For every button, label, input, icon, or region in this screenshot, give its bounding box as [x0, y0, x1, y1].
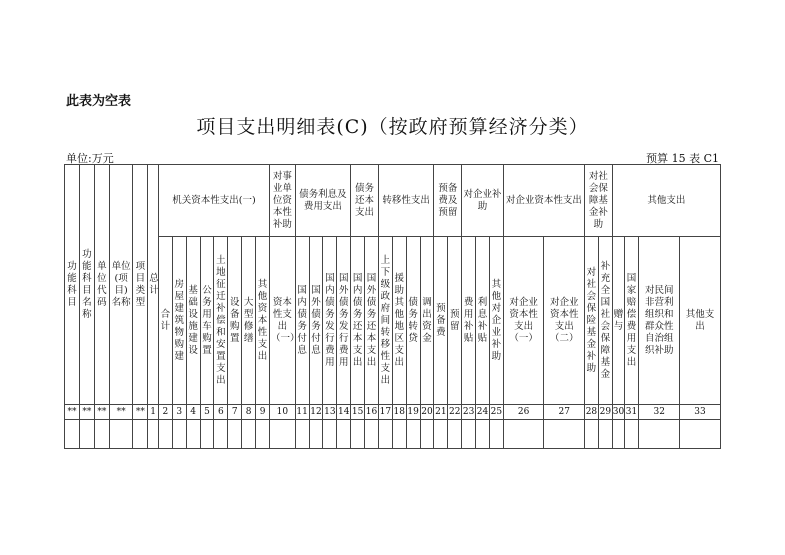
col-daxing: 大型修缮: [242, 237, 256, 405]
col-feiyong-butie: 费用补贴: [462, 237, 476, 405]
index-cell: 26: [503, 405, 544, 420]
empty-cell: [256, 420, 270, 449]
col-qita-ziben: 其他资本性支出: [256, 237, 270, 405]
index-cell: 14: [337, 405, 351, 420]
col-fangwu: 房屋建筑物购建: [172, 237, 186, 405]
empty-cell: [598, 420, 612, 449]
empty-cell: [79, 420, 94, 449]
empty-cell: [434, 420, 448, 449]
empty-cell: [323, 420, 337, 449]
col-shebei: 设备购置: [228, 237, 242, 405]
col-guowai-faxing: 国外债务发行费用: [337, 237, 351, 405]
col-heji: 合计: [158, 237, 172, 405]
empty-cell: [94, 420, 109, 449]
col-jichu: 基础设施建设: [186, 237, 200, 405]
empty-cell: [406, 420, 420, 449]
unit-label: 单位:万元: [66, 152, 114, 165]
index-cell: 29: [598, 405, 612, 420]
index-cell: **: [94, 405, 109, 420]
empty-cell: [585, 420, 599, 449]
header-func-name: 功能科目名称: [79, 165, 94, 405]
col-qita-qiye: 其他对企业补助: [489, 237, 503, 405]
header-unit-name: 单位(项目)名称: [109, 165, 132, 405]
empty-cell: [172, 420, 186, 449]
col-ziben-zhichu: 资本性支出（一）: [270, 237, 296, 405]
empty-cell: [148, 420, 159, 449]
index-cell: **: [133, 405, 148, 420]
index-cell: **: [79, 405, 94, 420]
empty-cell: [270, 420, 296, 449]
index-cell: 20: [420, 405, 434, 420]
empty-cell: [228, 420, 242, 449]
col-zengyu: 赠与: [612, 237, 624, 405]
empty-cell: [133, 420, 148, 449]
col-guonei-faxing: 国内债务发行费用: [323, 237, 337, 405]
col-zhaiwu-zhuandai: 债务转贷: [406, 237, 420, 405]
col-yubeifei: 预备费: [434, 237, 448, 405]
header-group-enterprise-capital: 对企业资本性支出: [503, 165, 584, 237]
index-cell: 3: [172, 405, 186, 420]
col-gongwu: 公务用车购置: [200, 237, 214, 405]
col-tudi: 土地征迁补偿和安置支出: [214, 237, 228, 405]
budget-table: [64, 164, 721, 449]
page-title: 项目支出明细表(C)（按政府预算经济分类）: [196, 116, 589, 138]
header-project-type: 项目类型: [133, 165, 148, 405]
col-guowai-huanben: 国外债务还本支出: [365, 237, 379, 405]
index-cell: 21: [434, 405, 448, 420]
empty-cell: [392, 420, 406, 449]
empty-cell: [242, 420, 256, 449]
empty-cell: [200, 420, 214, 449]
header-group-debt-repay: 债务还本支出: [351, 165, 379, 237]
empty-data-row: [65, 420, 721, 449]
empty-cell: [503, 420, 544, 449]
header-group-other: 其他支出: [612, 165, 720, 237]
index-cell: 1: [148, 405, 159, 420]
index-cell: 8: [242, 405, 256, 420]
col-yuanzhu: 援助其他地区支出: [392, 237, 406, 405]
empty-cell: [309, 420, 323, 449]
empty-cell: [489, 420, 503, 449]
index-cell: 13: [323, 405, 337, 420]
empty-cell: [295, 420, 309, 449]
header-total: 总计: [148, 165, 159, 405]
index-cell: 22: [448, 405, 462, 420]
col-lixi-butie: 利息补贴: [476, 237, 490, 405]
col-diaochu: 调出资金: [420, 237, 434, 405]
header-group-jiguan: 机关资本性支出(一): [158, 165, 269, 237]
empty-cell: [158, 420, 172, 449]
index-cell: **: [109, 405, 132, 420]
header-group-debt-interest: 债务利息及费用支出: [295, 165, 351, 237]
index-cell: 6: [214, 405, 228, 420]
col-guojia-peichang: 国家赔偿费用支出: [624, 237, 639, 405]
header-group-transfer: 转移性支出: [378, 165, 434, 237]
empty-cell: [214, 420, 228, 449]
index-cell: 4: [186, 405, 200, 420]
header-group-reserve: 预备费及预留: [434, 165, 462, 237]
col-guonei-fuxi: 国内债务付息: [295, 237, 309, 405]
index-cell: 24: [476, 405, 490, 420]
empty-cell: [612, 420, 624, 449]
empty-cell: [639, 420, 680, 449]
index-cell: 15: [351, 405, 365, 420]
empty-cell: [420, 420, 434, 449]
empty-cell: [337, 420, 351, 449]
index-cell: 17: [378, 405, 392, 420]
empty-cell: [65, 420, 80, 449]
col-guonei-huanben: 国内债务还本支出: [351, 237, 365, 405]
index-cell: 32: [639, 405, 680, 420]
index-cell: 10: [270, 405, 296, 420]
index-cell: 16: [365, 405, 379, 420]
index-cell: 28: [585, 405, 599, 420]
col-qita-zhichu: 其他支出: [680, 237, 721, 405]
empty-cell: [462, 420, 476, 449]
col-dui-minjian: 对民间非营利组织和群众性自治组织补助: [639, 237, 680, 405]
index-cell: 18: [392, 405, 406, 420]
index-cell: 30: [612, 405, 624, 420]
empty-cell: [351, 420, 365, 449]
index-row: [65, 405, 721, 420]
index-cell: 11: [295, 405, 309, 420]
empty-cell: [624, 420, 639, 449]
index-cell: 33: [680, 405, 721, 420]
index-cell: 2: [158, 405, 172, 420]
index-cell: 5: [200, 405, 214, 420]
col-guowai-fuxi: 国外债务付息: [309, 237, 323, 405]
col-shangxia: 上下级政府间转移性支出: [378, 237, 392, 405]
empty-cell: [378, 420, 392, 449]
header-group-social-security: 对社会保障基金补助: [585, 165, 613, 237]
empty-cell: [544, 420, 585, 449]
header-group-enterprise-subsidy: 对企业补助: [462, 165, 504, 237]
index-cell: 9: [256, 405, 270, 420]
col-shehui-baoxian: 对社会保险基金补助: [585, 237, 599, 405]
index-cell: 27: [544, 405, 585, 420]
col-buchong-quanguo: 补充全国社会保障基金: [598, 237, 612, 405]
header-unit-code: 单位代码: [94, 165, 109, 405]
empty-table-note: 此表为空表: [66, 94, 132, 109]
index-cell: 25: [489, 405, 503, 420]
empty-cell: [476, 420, 490, 449]
col-qiye-ziben2: 对企业资本性支出（二）: [544, 237, 585, 405]
col-qiye-ziben1: 对企业资本性支出（一）: [503, 237, 544, 405]
header-group-dui-shiye: 对事业单位资本性补助: [270, 165, 296, 237]
empty-cell: [186, 420, 200, 449]
index-cell: 19: [406, 405, 420, 420]
index-cell: 7: [228, 405, 242, 420]
col-yuliu: 预留: [448, 237, 462, 405]
header-func-subject: 功能科目: [65, 165, 80, 405]
index-cell: 31: [624, 405, 639, 420]
index-cell: **: [65, 405, 80, 420]
empty-cell: [365, 420, 379, 449]
table-number: 预算 15 表 C1: [646, 152, 719, 165]
empty-cell: [448, 420, 462, 449]
empty-cell: [109, 420, 132, 449]
index-cell: 23: [462, 405, 476, 420]
index-cell: 12: [309, 405, 323, 420]
empty-cell: [680, 420, 721, 449]
